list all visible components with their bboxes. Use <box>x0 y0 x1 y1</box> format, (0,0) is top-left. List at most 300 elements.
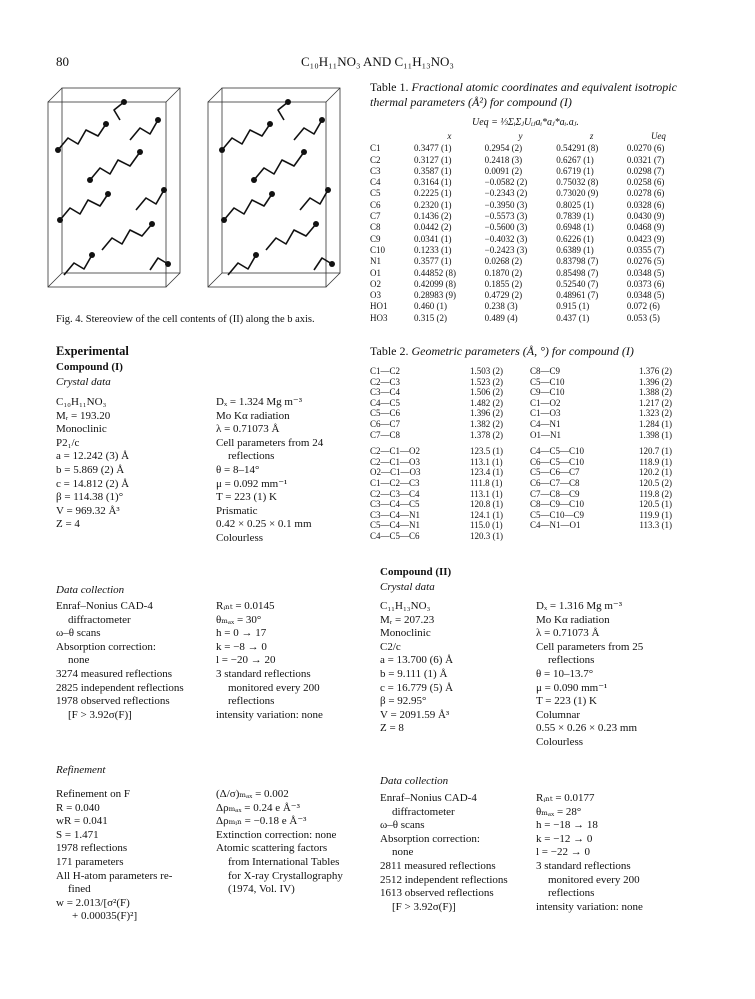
compound1-crystal-data-heading: Crystal data <box>56 376 111 388</box>
table2-cell: 1.378 (2) <box>470 429 503 440</box>
table2-cell: C3—C4—N1 <box>370 509 421 520</box>
table1-cell: 0.73020 (9) <box>556 188 599 199</box>
text-line: 2825 independent reflections <box>56 681 184 694</box>
table1-cell: 0.0268 (2) <box>484 256 523 267</box>
text-line: C₁₀H₁₁NO₃ <box>56 396 107 408</box>
table2-row <box>370 467 672 478</box>
text-line: a = 13.700 (6) Å <box>380 654 454 667</box>
text-line: μ = 0.090 mm⁻¹ <box>536 681 608 694</box>
text-line: b = 5.869 (2) Å <box>56 463 125 476</box>
atom-label: HO1 <box>370 301 388 312</box>
text-line: Monoclinic <box>56 423 107 436</box>
table1-row <box>370 268 690 279</box>
table2-cell: C4—C5 <box>370 397 401 408</box>
table2-cell: 120.5 (2) <box>639 477 672 488</box>
table2-caption <box>370 344 690 359</box>
table2-cell <box>530 531 628 542</box>
molecules-left <box>58 102 168 275</box>
atom-label: O1 <box>370 267 381 278</box>
text-line: Monoclinic <box>380 627 431 640</box>
text-line: (1974, Vol. IV) <box>228 883 295 896</box>
table1-cell: 0.83798 (7) <box>556 256 599 267</box>
table2-cell: 1.523 (2) <box>470 376 503 387</box>
table2-row <box>370 520 672 531</box>
text-line: 1978 observed reflections <box>56 695 170 708</box>
text-line: Mo Kα radiation <box>216 409 290 422</box>
compound1-crystal-left <box>56 396 129 532</box>
table1-cell: 0.44852 (8) <box>414 267 456 278</box>
table1-cell: 0.3477 (1) <box>414 143 452 154</box>
table1-row <box>370 211 690 222</box>
table1-caption-prefix: Table 1. <box>370 80 412 94</box>
table1-cell: 0.4729 (2) <box>484 290 523 301</box>
text-line: reflections <box>228 695 275 708</box>
table2-cell: C5—C10—C9 <box>530 509 585 520</box>
table1-cell: 0.6267 (1) <box>556 154 594 165</box>
text-line: θₘₐₓ = 28° <box>536 805 582 818</box>
text-line: for X-ray Crystallography <box>228 869 343 882</box>
atom-label: O2 <box>370 278 381 289</box>
table2-cell: 119.9 (1) <box>639 509 672 520</box>
text-line: 2512 independent reflections <box>380 873 508 886</box>
table2-row <box>370 398 672 409</box>
text-line: 0.42 × 0.25 × 0.1 mm <box>216 518 312 531</box>
table2-caption-text: Geometric parameters (Å, °) for compound (I) <box>411 344 634 358</box>
atom-label: C1 <box>370 143 381 154</box>
table1-cell: −0.2423 (3) <box>484 244 528 255</box>
table2-cell: 118.9 (1) <box>639 456 672 467</box>
table1-row <box>370 313 690 324</box>
atom-label: C9 <box>370 233 381 244</box>
table1-cell: 0.1855 (2) <box>484 278 523 289</box>
table2-cell: O1—N1 <box>530 429 561 440</box>
table2-cell: C4—C5—C6 <box>370 530 420 541</box>
table2-cell: 1.323 (2) <box>639 408 672 419</box>
text-line: ω–θ scans <box>380 819 425 832</box>
table2-cell: 1.506 (2) <box>470 387 503 398</box>
text-line: Absorption correction: <box>56 640 156 653</box>
text-line: θₘₐₓ = 30° <box>216 613 262 626</box>
text-line: [F > 3.92σ(F)] <box>392 900 456 913</box>
table1-cell: 0.0298 (7) <box>626 165 665 176</box>
table2-cell: O2—C1—O3 <box>370 467 421 478</box>
text-line: P2₁/c <box>56 436 80 449</box>
table2-cell: 120.8 (1) <box>470 499 503 510</box>
table2-row <box>370 499 672 510</box>
table1-cell: 0.0091 (2) <box>484 165 523 176</box>
compound2-crystal-left <box>380 600 453 736</box>
table2-cell: C9—C10 <box>530 387 565 398</box>
text-line: Δρₘₐₓ = 0.24 e Å⁻³ <box>216 801 300 814</box>
table2-row <box>370 408 672 419</box>
atoms-left <box>55 99 171 267</box>
table1-caption-text: Fractional atomic coordinates and equivalent isotropic thermal parameters (Å²) for compound (I) <box>370 80 677 109</box>
table1-cell: 0.0258 (6) <box>626 177 665 188</box>
text-line: reflections <box>548 654 595 667</box>
table1-cell: 0.6719 (1) <box>556 165 594 176</box>
table1-coordinates <box>370 130 690 324</box>
table2-cell: 120.7 (1) <box>639 446 672 457</box>
text-line: μ = 0.092 mm⁻¹ <box>216 477 288 490</box>
text-line: V = 2091.59 Å³ <box>380 708 450 721</box>
table1-cell: 0.42099 (8) <box>414 278 456 289</box>
text-line: C₁₁H₁₃NO₃ <box>380 600 431 612</box>
table1-cell: 0.1436 (2) <box>414 211 452 222</box>
text-line: intensity variation: none <box>216 708 323 721</box>
table2-cell: C2—C1—O3 <box>370 456 421 467</box>
table1-cell: 0.0321 (7) <box>626 154 665 165</box>
table2-cell: C3—C4 <box>370 387 401 398</box>
table2-cell: 123.5 (1) <box>470 446 503 457</box>
text-line: a = 12.242 (3) Å <box>56 450 130 463</box>
table1-cell: 0.0355 (7) <box>626 244 665 255</box>
text-line: C2/c <box>380 640 401 653</box>
table1-row <box>370 200 690 211</box>
table1-cell: −0.5600 (3) <box>484 222 528 233</box>
table1-cell: 0.0430 (9) <box>626 211 665 222</box>
table2-row <box>370 366 672 377</box>
text-line: intensity variation: none <box>536 900 643 913</box>
text-line: 3 standard reflections <box>536 859 631 872</box>
text-line: reflections <box>228 450 275 463</box>
table1-cell: 0.52540 (7) <box>556 278 599 289</box>
table1-row <box>370 143 690 154</box>
table1-row <box>370 279 690 290</box>
atom-label: C3 <box>370 165 381 176</box>
table1-cell: 0.6948 (1) <box>556 222 594 233</box>
text-line: from International Tables <box>228 855 340 868</box>
table2-cell: C2—C3—C4 <box>370 488 420 499</box>
table1-col-header: Ueq <box>650 131 666 141</box>
table2-cell: C2—C3 <box>370 376 401 387</box>
table2-cell: 1.388 (2) <box>639 387 672 398</box>
ueq-formula: Ueq = ⅓ΣᵢΣⱼUᵢⱼaᵢ*aⱼ*aᵢ.aⱼ. <box>472 117 579 128</box>
text-line: 1613 observed reflections <box>380 887 494 900</box>
text-line: diffractometer <box>392 805 455 818</box>
table2-cell: 111.8 (1) <box>470 477 503 488</box>
table1-row <box>370 301 690 312</box>
table1-cell: 0.6389 (1) <box>556 244 594 255</box>
table1-cell: 0.28983 (9) <box>414 290 456 301</box>
text-line: Cell parameters from 24 <box>216 436 324 449</box>
text-line: none <box>68 654 90 667</box>
table2-cell: C8—C9 <box>530 366 561 376</box>
table1-cell: 0.437 (1) <box>556 312 590 323</box>
figure-caption: Fig. 4. Stereoview of the cell contents of (II) along the b axis. <box>56 314 315 325</box>
atom-label: C6 <box>370 199 381 210</box>
text-line: 2811 measured reflections <box>380 859 496 872</box>
text-line: reflections <box>548 887 595 900</box>
text-line: none <box>392 846 414 859</box>
text-line: R = 0.040 <box>56 801 100 814</box>
text-line: β = 114.38 (1)° <box>56 491 124 504</box>
text-line: Rᵢₙₜ = 0.0177 <box>536 792 595 804</box>
text-line: k = −8 → 0 <box>216 640 267 653</box>
text-line: Extinction correction: none <box>216 828 337 841</box>
table2-cell: C4—N1—O1 <box>530 520 581 531</box>
table1-row <box>370 245 690 256</box>
text-line: Enraf–Nonius CAD-4 <box>56 600 153 612</box>
text-line: h = −18 → 18 <box>536 819 598 832</box>
text-line: c = 14.812 (2) Å <box>56 477 130 490</box>
text-line: l = −20 → 20 <box>216 654 276 667</box>
text-line: Colourless <box>216 531 264 544</box>
table2-cell: 1.398 (1) <box>639 429 672 440</box>
table2-cell: C5—C10 <box>530 376 565 387</box>
table1-cell: 0.489 (4) <box>484 312 518 323</box>
text-line: Z = 4 <box>56 518 80 531</box>
table1-cell: 0.2225 (1) <box>414 188 452 199</box>
text-line: θ = 8–14° <box>216 463 260 476</box>
table1-row <box>370 256 690 267</box>
table1-cell: 0.0373 (6) <box>626 278 665 289</box>
text-line: diffractometer <box>68 613 131 626</box>
table2-row <box>370 510 672 521</box>
table2-cell: C5—C6—C7 <box>530 467 580 478</box>
table2-cell: C2—C1—O2 <box>370 446 421 457</box>
compound1-ref-right <box>216 788 343 897</box>
text-line: w = 2.013/[σ²(F) <box>56 896 130 909</box>
table2-cell <box>628 531 672 542</box>
table1-cell: 0.238 (3) <box>484 301 518 312</box>
table1-col-header <box>370 130 414 143</box>
table1-cell: 0.0270 (6) <box>626 143 665 154</box>
table2-cell: 123.4 (1) <box>470 467 503 478</box>
table2-row <box>370 419 672 430</box>
table2-cell: 113.1 (1) <box>470 488 503 499</box>
table1-cell: 0.0328 (6) <box>626 199 665 210</box>
text-line: fined <box>68 883 91 896</box>
table1-cell: 0.0442 (2) <box>414 222 452 233</box>
text-line: c = 16.779 (5) Å <box>380 681 454 694</box>
table1-row <box>370 234 690 245</box>
table2-row <box>370 531 672 542</box>
table2-cell: 120.2 (1) <box>639 467 672 478</box>
compound1-heading: Compound (I) <box>56 361 123 373</box>
text-line: S = 1.471 <box>56 828 99 841</box>
table2-cell: 120.5 (1) <box>639 499 672 510</box>
table1-cell: 0.3587 (1) <box>414 165 452 176</box>
table1-row <box>370 166 690 177</box>
text-line: T = 223 (1) K <box>216 491 277 504</box>
compound2-heading: Compound (II) <box>380 566 452 578</box>
table2-row <box>370 446 672 457</box>
compound2-data-collection-heading: Data collection <box>380 775 449 787</box>
text-line: 171 parameters <box>56 855 124 868</box>
table2-cell: 1.284 (1) <box>639 418 672 429</box>
table2-cell: 113.3 (1) <box>639 520 672 531</box>
table1-cell: 0.6226 (1) <box>556 233 594 244</box>
compound1-refinement-heading: Refinement <box>56 764 106 776</box>
table1-cell: 0.0468 (9) <box>626 222 665 233</box>
table2-cell: 1.382 (2) <box>470 418 503 429</box>
text-line: Mᵣ = 207.23 <box>380 613 435 626</box>
text-line: Atomic scattering factors <box>216 842 328 855</box>
table2-row <box>370 489 672 500</box>
table2-cell: 1.217 (2) <box>639 397 672 408</box>
table1-cell: 0.54291 (8) <box>556 143 599 154</box>
compound2-crystal-data-heading: Crystal data <box>380 581 435 593</box>
text-line: Z = 8 <box>380 722 404 735</box>
compound2-dc-left <box>380 792 508 914</box>
table2-cell: 113.1 (1) <box>470 456 503 467</box>
text-line: Rᵢₙₜ = 0.0145 <box>216 600 275 612</box>
table1-cell: 0.3127 (1) <box>414 154 452 165</box>
text-line: 3274 measured reflections <box>56 667 173 680</box>
table2-cell: C6—C5—C10 <box>530 456 585 467</box>
table1-cell: −0.0582 (2) <box>484 177 528 188</box>
text-line: k = −12 → 0 <box>536 832 593 845</box>
text-line: Mo Kα radiation <box>536 613 610 626</box>
table2-cell: C5—C4—N1 <box>370 520 421 531</box>
table2-cell: 1.482 (2) <box>470 397 503 408</box>
table1-row <box>370 177 690 188</box>
text-line: λ = 0.71073 Å <box>536 627 600 640</box>
text-line: monitored every 200 <box>548 873 640 886</box>
stereoview-figure <box>40 80 360 312</box>
running-title: C₁₀H₁₁NO₃ AND C₁₁H₁₃NO₃ <box>301 54 454 69</box>
table2-cell: C7—C8—C9 <box>530 488 580 499</box>
table1-cell: 0.915 (1) <box>556 301 590 312</box>
table1-cell: 0.072 (6) <box>626 301 660 312</box>
experimental-heading: Experimental <box>56 344 129 358</box>
table1-cell: 0.7839 (1) <box>556 211 594 222</box>
table1-cell: 0.48961 (7) <box>556 290 599 301</box>
table2-cell: C1—O2 <box>530 397 561 408</box>
atom-label: O3 <box>370 290 381 301</box>
table2-cell: 124.1 (1) <box>470 509 503 520</box>
compound2-crystal-right <box>536 600 643 750</box>
text-line: l = −22 → 0 <box>536 846 590 859</box>
table2-row <box>370 387 672 398</box>
table1-cell: 0.2418 (3) <box>484 154 523 165</box>
table2-cell: C1—O3 <box>530 408 561 419</box>
text-line: Absorption correction: <box>380 832 480 845</box>
table2-cell: C1—C2 <box>370 366 401 376</box>
table2-row <box>370 478 672 489</box>
table1-col-header: x <box>447 131 452 141</box>
left-cell-box <box>48 88 180 287</box>
text-line: wR = 0.041 <box>56 815 108 828</box>
text-line: ω–θ scans <box>56 627 101 640</box>
text-line: Δρₘᵢₙ = −0.18 e Å⁻³ <box>216 815 307 828</box>
table1-cell: 0.2954 (2) <box>484 143 523 154</box>
table1-cell: 0.0348 (5) <box>626 267 665 278</box>
table2-cell: C4—C5—C10 <box>530 446 585 457</box>
text-line: Cell parameters from 25 <box>536 640 644 653</box>
atom-label: C5 <box>370 188 381 199</box>
text-line: (Δ/σ)ₘₐₓ = 0.002 <box>216 788 289 800</box>
compound1-crystal-right <box>216 396 323 546</box>
table1-cell: 0.3164 (1) <box>414 177 452 188</box>
text-line: Dₓ = 1.324 Mg m⁻³ <box>216 396 303 408</box>
atom-label: C10 <box>370 244 386 255</box>
table2-cell: C7—C8 <box>370 429 401 440</box>
text-line: Prismatic <box>216 504 258 517</box>
text-line: + 0.00035(F)²] <box>72 910 138 923</box>
table1-cell: 0.3577 (1) <box>414 256 452 267</box>
text-line: h = 0 → 17 <box>216 627 267 640</box>
text-line: Mᵣ = 193.20 <box>56 409 111 422</box>
table2-caption-prefix: Table 2. <box>370 344 412 358</box>
table2-cell: C8—C9—C10 <box>530 499 585 510</box>
compound2-dc-right <box>536 792 643 914</box>
atom-label: C4 <box>370 177 381 188</box>
text-line: Colourless <box>536 735 584 748</box>
text-line: [F > 3.92σ(F)] <box>68 708 132 721</box>
table1-cell: −0.3950 (3) <box>484 199 528 210</box>
compound1-ref-left <box>56 788 172 924</box>
table1-caption <box>370 80 690 110</box>
table2-cell: 120.3 (1) <box>470 530 503 541</box>
table1-cell: 0.0278 (6) <box>626 188 665 199</box>
page-number: 80 <box>56 54 69 69</box>
table1-cell: 0.75032 (8) <box>556 177 599 188</box>
table2-cell: 119.8 (2) <box>639 488 672 499</box>
table2-cell: 1.396 (2) <box>639 376 672 387</box>
atom-label: C7 <box>370 211 381 222</box>
table1-row <box>370 188 690 199</box>
table1-cell: −0.5573 (3) <box>484 211 528 222</box>
table2-cell: 1.396 (2) <box>470 408 503 419</box>
table1-col-header: z <box>589 131 594 141</box>
text-line: Refinement on F <box>56 788 130 800</box>
table1-row <box>370 155 690 166</box>
table1-cell: −0.4032 (3) <box>484 233 528 244</box>
table2-cell: C1—C2—C3 <box>370 477 420 488</box>
table1-cell: 0.315 (2) <box>414 312 447 323</box>
table1-cell: 0.0341 (1) <box>414 233 452 244</box>
table2-cell: 1.376 (2) <box>639 366 672 376</box>
table2-cell: C4—N1 <box>530 418 561 429</box>
table2-geometric-parameters <box>370 366 672 542</box>
table2-row <box>370 377 672 388</box>
atoms-right <box>219 99 335 267</box>
text-line: 3 standard reflections <box>216 667 311 680</box>
compound1-dc-right <box>216 600 323 722</box>
text-line: b = 9.111 (1) Å <box>380 667 448 680</box>
text-line: β = 92.95° <box>380 695 427 708</box>
text-line: θ = 10–13.7° <box>536 667 594 680</box>
table1-cell: 0.053 (5) <box>626 312 660 323</box>
table2-cell: 1.503 (2) <box>470 366 503 376</box>
table1-row <box>370 222 690 233</box>
table1-cell: 0.0276 (5) <box>626 256 665 267</box>
compound1-data-collection-heading: Data collection <box>56 584 125 596</box>
text-line: monitored every 200 <box>228 681 320 694</box>
text-line: Columnar <box>536 708 580 721</box>
table1-cell: 0.1233 (1) <box>414 244 452 255</box>
compound1-dc-left <box>56 600 184 722</box>
table1-row <box>370 290 690 301</box>
table2-row <box>370 457 672 468</box>
table1-cell: 0.460 (1) <box>414 301 447 312</box>
molecules-right <box>222 102 332 275</box>
table2-cell: C5—C6 <box>370 408 401 419</box>
table2-cell: C3—C4—C5 <box>370 499 420 510</box>
table2-cell: C6—C7 <box>370 418 401 429</box>
atom-label: C8 <box>370 222 381 233</box>
atom-label: N1 <box>370 256 381 267</box>
table2-cell: C6—C7—C8 <box>530 477 580 488</box>
table1-cell: 0.1870 (2) <box>484 267 523 278</box>
atom-label: HO3 <box>370 312 388 323</box>
text-line: 1978 reflections <box>56 842 128 855</box>
table2-cell: 115.0 (1) <box>470 520 503 531</box>
table1-cell: −0.2343 (2) <box>484 188 528 199</box>
table1-col-header: y <box>518 131 523 141</box>
table2-row <box>370 430 672 441</box>
